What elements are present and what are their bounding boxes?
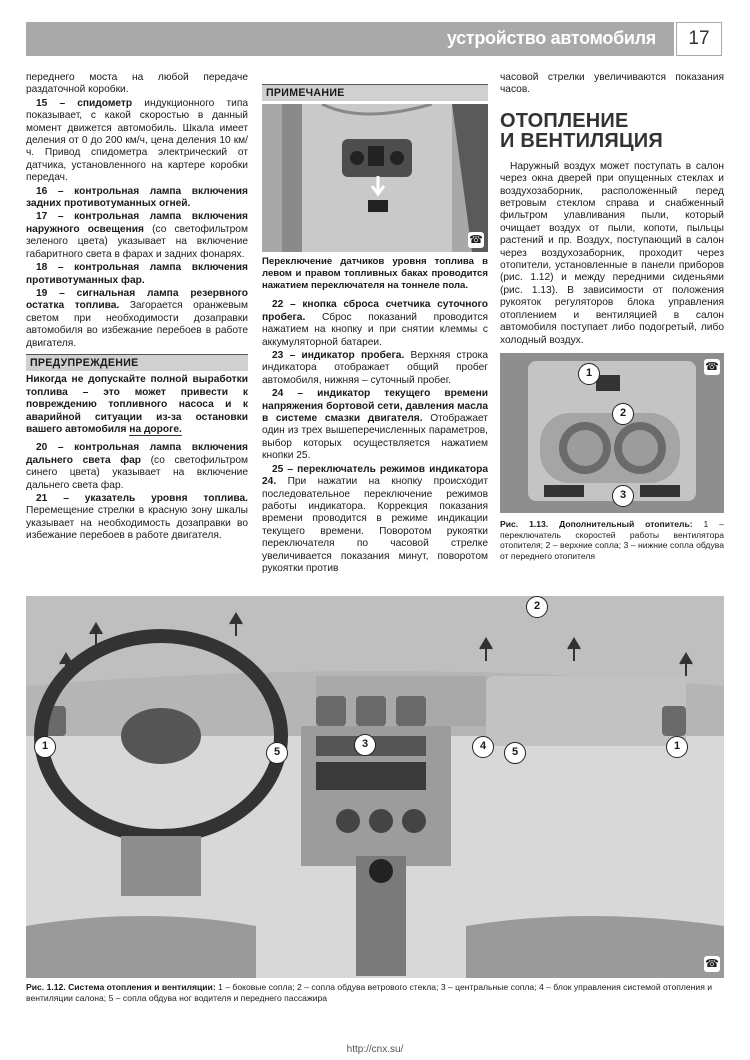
paragraph: 24 – индикатор текущего времени напряжения бортовой сети, давления масла в системе смазки двигателя. Отображает один из трех вышеперечисленных параметров, выбор которых осуществляется нажатием кнопки 25. [262, 388, 488, 462]
dashboard-photo [26, 596, 724, 978]
paragraph: 25 – переключатель режимов индикатора 24. При нажатии на кнопку происходит последовательное переключение режимов работы индикатора. Коррекция показания времени проводится в режиме индикации текущего времени. Поворотом рукоятки переключателя по часовой стрелке увеличивается показания минут, поворотом рукоятки против [262, 463, 488, 574]
car-icon: ☎ [705, 958, 719, 970]
auxiliary-heater-illustration [500, 353, 724, 513]
paragraph: 16 – контрольная лампа включения задних противотуманных огней. [26, 185, 248, 210]
callout-3: 3 [354, 734, 376, 756]
paragraph: 18 – контрольная лампа включения противотуманных фар. [26, 262, 248, 286]
fig13-caption: Рис. 1.13. Дополнительный отопитель: 1 – переключатель скоростей работы вентилятора отопителя; 2 – верхние сопла; 3 – нижние сопла обдува от переднего отопителя [500, 518, 724, 561]
warning-heading: ПРЕДУПРЕЖДЕНИЕ [26, 354, 248, 371]
page-header-bar [26, 22, 674, 56]
paragraph: 23 – индикатор пробега. Верхняя строка индикатора отображает общий пробег автомобиля, нижняя – суточный пробег. [262, 350, 488, 386]
car-icon: ☎ [469, 234, 483, 247]
text-column-3 [500, 72, 724, 562]
callout-4: 4 [472, 736, 494, 758]
text-column-2 [262, 72, 488, 576]
callout-5-right: 5 [504, 742, 526, 764]
callout-1: 1 [578, 363, 600, 385]
callout-5-left: 5 [266, 742, 288, 764]
paragraph: часовой стрелки увеличиваются показания часов. [500, 72, 724, 96]
callout-2: 2 [612, 403, 634, 425]
fig13-photo [500, 353, 724, 513]
footer-url[interactable]: http://cnx.su/ [346, 1044, 404, 1055]
paragraph: 15 – спидометр индукционного типа показывает, с какой скоростью в данный момент движется автомобиль. Шкала имеет деления от 0 до 200 км/ч, цена деления 10 км/ч. Привод спидометра электрический от датчика, установленного на картере коробки передач. [26, 97, 249, 184]
note-heading: ПРИМЕЧАНИЕ [262, 84, 488, 101]
car-icon: ☎ [705, 360, 719, 373]
paragraph: 21 – указатель уровня топлива. Перемещение стрелки в красную зону шкалы указывает на необходимость дозаправки во избежание перебоев в работе двигателя. [26, 493, 248, 542]
text-column-1 [26, 72, 248, 544]
paragraph: переднего моста на любой передаче раздаточной коробки. [26, 72, 248, 96]
callout-3: 3 [612, 485, 634, 507]
paragraph: 20 – контрольная лампа включения дальнего света фар (со светофильтром синего цвета) указывает на включение дальнего света фар. [26, 442, 248, 491]
dashboard-illustration [26, 596, 724, 978]
tunnel-switch-illustration [262, 104, 488, 252]
paragraph: 22 – кнопка сброса счетчика суточного пробега. Сброс показаний проводится нажатием на кнопку и при снятии клеммы с аккумуляторной батареи. [262, 299, 488, 348]
paragraph: 17 – контрольная лампа включения наружного освещения (со светофильтром зеленого цвета) указывает на включение габаритного света в фарах и задних фонарях. [26, 211, 248, 260]
section-title: ОТОПЛЕНИЕ И ВЕНТИЛЯЦИЯ [500, 109, 663, 152]
callout-2: 2 [526, 596, 548, 618]
callout-1-right: 1 [666, 736, 688, 758]
header-title: устройство автомобиля [446, 28, 656, 48]
fig12-caption: Рис. 1.12. Система отопления и вентиляции: 1 – боковые сопла; 2 – сопла обдува ветрового стекла; 3 – центральные сопла; 4 – блок управления системой отопления и вентиляции салона; 5 – сопла обдува ног водителя и переднего пассажира [26, 982, 713, 1003]
note-photo [262, 104, 488, 252]
paragraph: Наружный воздух может поступать в салон через окна дверей при опущенных стеклах и воздухозаборник, расположенный перед ветровым стеклом справа и снабженный фильтром улавливания пыли, который очищает воздух от пыли, копоти, пыльцы растений и пр. Воздух, поступающий в салон через воздухозаборник, проходит через отопители, установленные в панели приборов (рис. 1.12) и между передними сиденьями (рис. 1.13). В зависимости от положения рукояток регуляторов блока управления отоплением и вентиляцией в салон автомобиля поступает либо подогретый, либо холодный воздух. [500, 160, 724, 346]
note-caption: Переключение датчиков уровня топлива в левом и правом топливных баках проводится нажатием переключателя на тоннеле пола. [262, 256, 488, 292]
callout-1-left: 1 [34, 736, 56, 758]
page-number: 17 [676, 22, 722, 56]
warning-text: Никогда не допускайте полной выработки топлива – это может привести к повреждению топливного насоса и к аварийной ситуации из-за остановки вашего автомобиля на дороге. [26, 374, 248, 435]
paragraph: 19 – сигнальная лампа резервного остатка топлива. Загорается оранжевым светом при необходимости дозаправки автомобиля во избежание перебоев в работе двигателя. [26, 287, 248, 349]
